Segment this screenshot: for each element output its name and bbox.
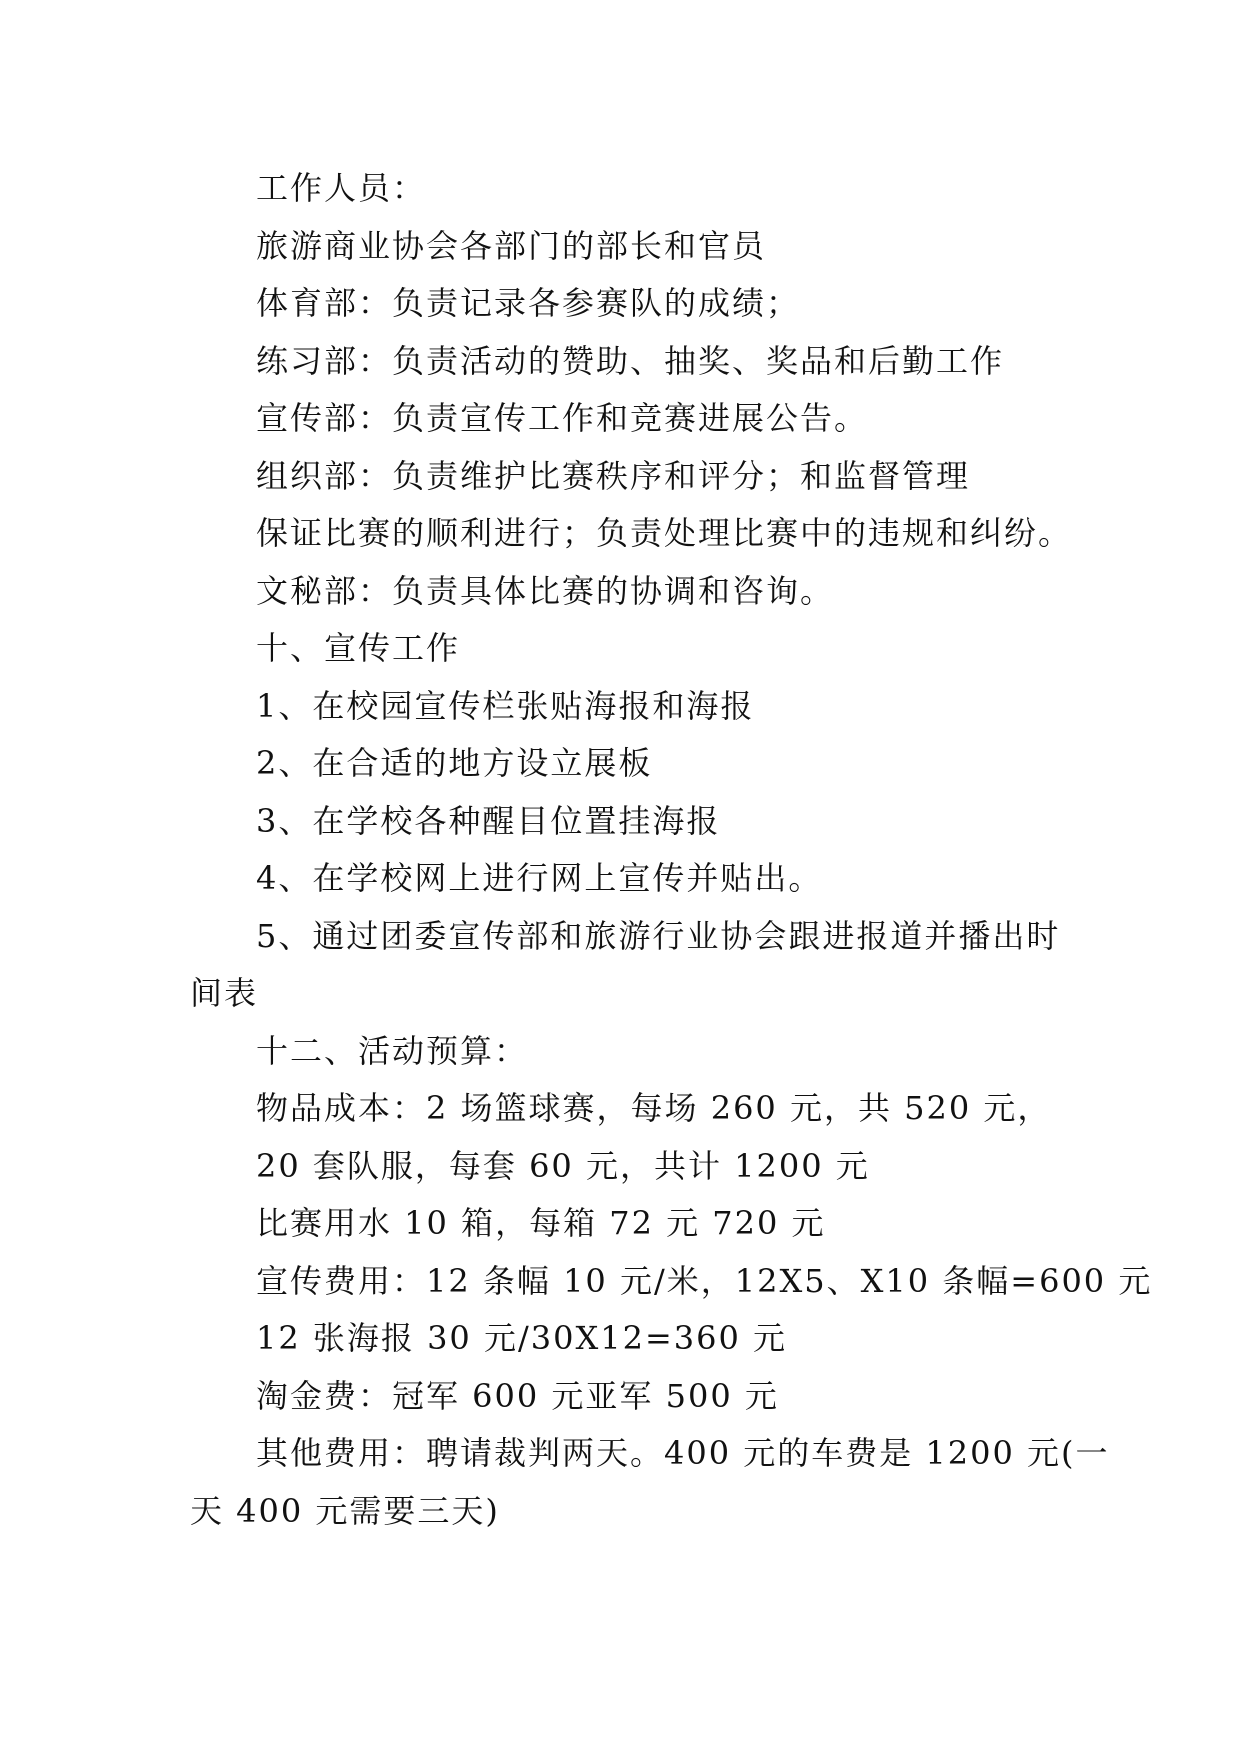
list-item-publicity-2: 2、在合适的地方设立展板 [256,744,653,782]
budget-line-posters: 12 张海报 30 元/30X12=360 元 [256,1319,788,1357]
budget-line-other-costs: 其他费用：聘请裁判两天。400 元的车费是 1200 元(一 [256,1434,1110,1472]
paragraph-staff-description: 旅游商业协会各部门的部长和官员 [256,226,767,265]
list-item-publicity-5-continued: 间表 [190,974,259,1012]
section-heading-publicity: 十、宣传工作 [256,629,461,667]
paragraph-publicity-dept: 宣传部：负责宣传工作和竞赛进展公告。 [256,399,869,437]
budget-line-prize-money: 淘金费：冠军 600 元亚军 500 元 [256,1376,779,1415]
budget-line-water: 比赛用水 10 箱，每箱 72 元 720 元 [256,1204,826,1242]
document-body [190,160,1153,1540]
budget-line-other-costs-continued: 天 400 元需要三天) [190,1491,500,1530]
list-item-publicity-3: 3、在学校各种醒目位置挂海报 [256,801,721,840]
budget-line-item-cost: 物品成本：2 场篮球赛，每场 260 元，共 520 元， [256,1089,1052,1127]
paragraph-staff-heading: 工作人员： [256,169,427,207]
list-item-publicity-4: 4、在学校网上进行网上宣传并贴出。 [256,859,823,897]
paragraph-practice-dept: 练习部：负责活动的赞助、抽奖、奖品和后勤工作 [256,341,1005,380]
paragraph-organization-dept: 组织部：负责维护比赛秩序和评分；和监督管理 [256,456,971,495]
list-item-publicity-5: 5、通过团委宣传部和旅游行业协会跟进报道并播出时 [256,916,1061,955]
budget-line-uniforms: 20 套队服，每套 60 元，共计 1200 元 [256,1146,870,1185]
budget-line-publicity-banners: 宣传费用：12 条幅 10 元/米，12X5、X10 条幅=600 元 [256,1261,1153,1300]
paragraph-sports-dept: 体育部：负责记录各参赛队的成绩； [256,284,801,322]
paragraph-secretariat-dept: 文秘部：负责具体比赛的协调和咨询。 [256,571,835,610]
section-heading-budget: 十二、活动预算： [256,1031,529,1070]
paragraph-organization-duties: 保证比赛的顺利进行；负责处理比赛中的违规和纠纷。 [256,514,1073,552]
list-item-publicity-1: 1、在校园宣传栏张贴海报和海报 [256,686,755,725]
